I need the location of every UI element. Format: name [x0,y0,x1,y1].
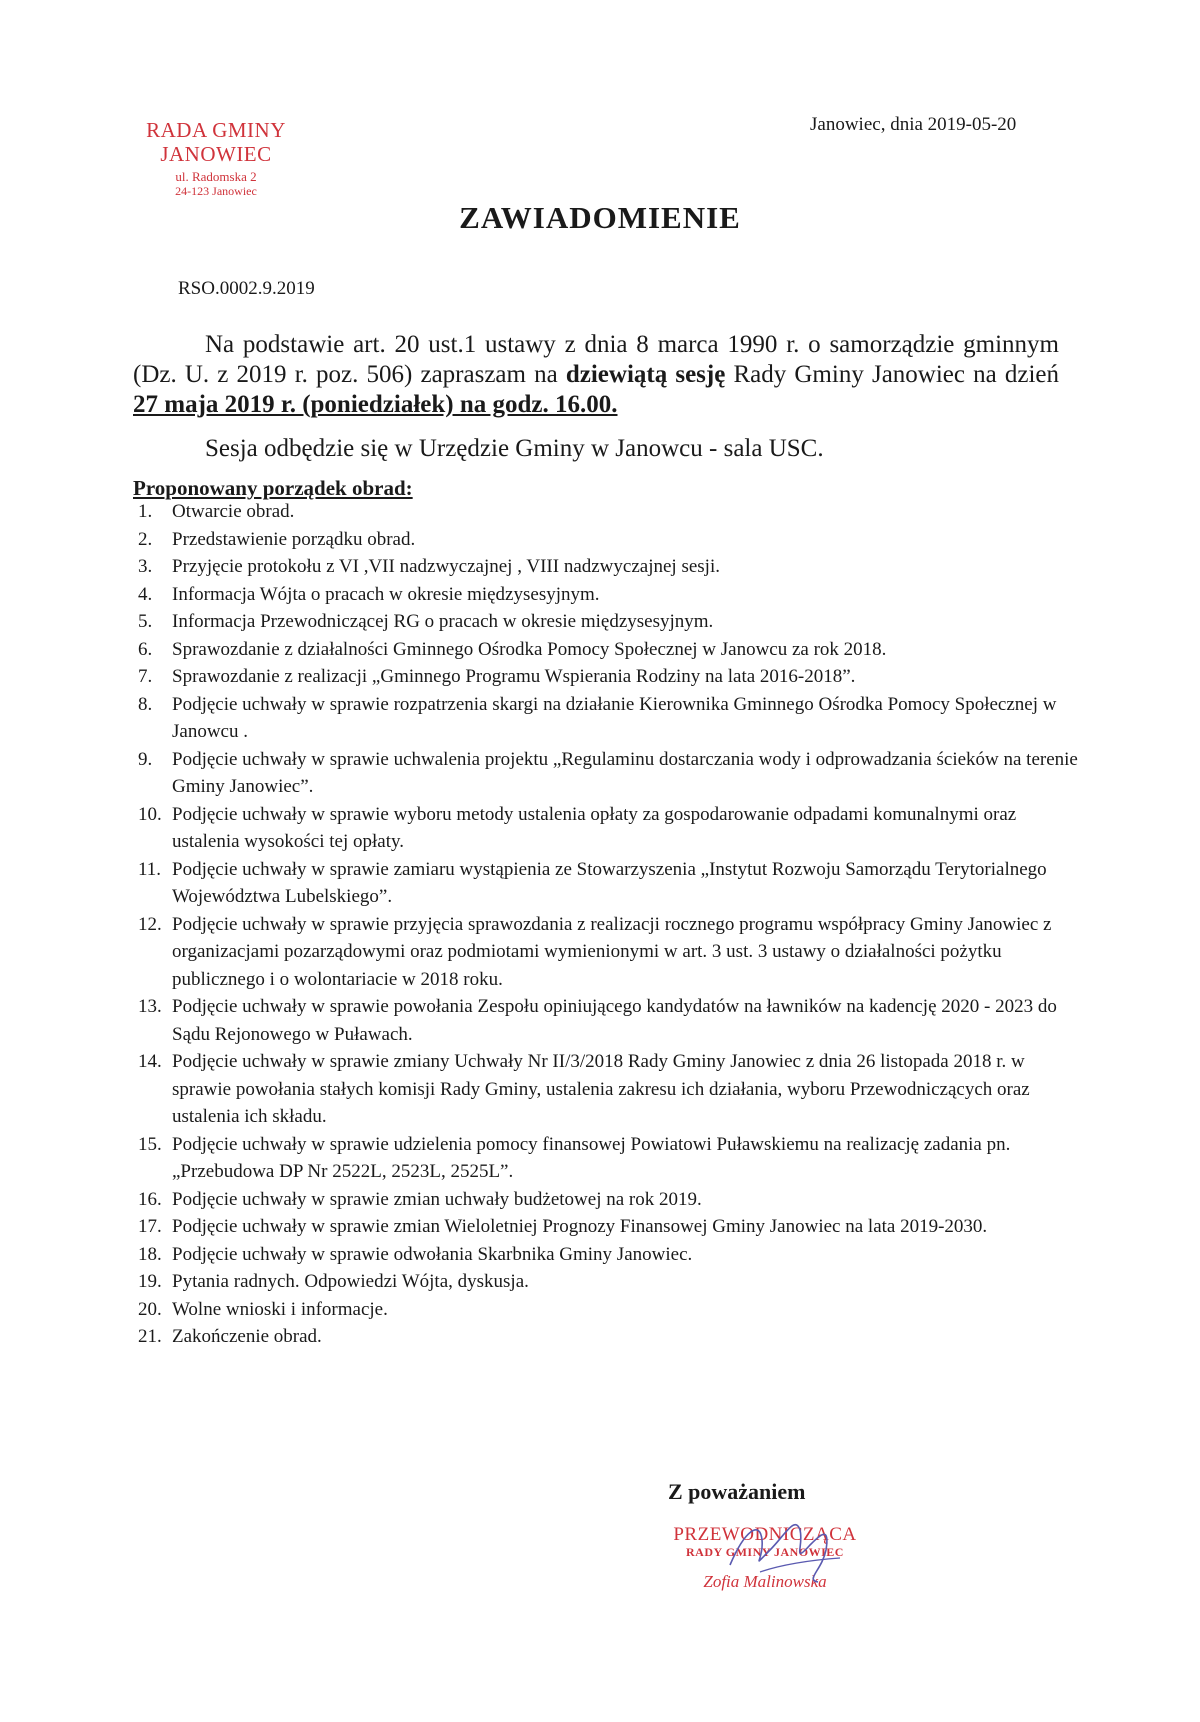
agenda-item-text: Podjęcie uchwały w sprawie rozpatrzenia skargi na działanie Kierownika Gminnego Ośrodka Pomocy Społecznej w Janowcu . [172,693,1057,742]
stamp-line-4: 24-123 Janowiec [175,184,257,199]
stamp-line-3: ul. Radomska 2 [175,169,257,185]
agenda-item [138,553,1078,581]
agenda-item-number: 10. [138,803,162,825]
agenda-item-text: Przedstawienie porządku obrad. [172,528,416,550]
agenda-item [138,1268,1078,1296]
agenda-item-text: Informacja Wójta o pracach w okresie międzysesyjnym. [172,583,600,605]
agenda-item-text: Zakończenie obrad. [172,1326,322,1347]
agenda-item-number: 5. [138,611,153,632]
agenda-item-text: Podjęcie uchwały w sprawie udzielenia pomocy finansowej Powiatowi Puławskiemu na realizację zadania pn. „Przebudowa DP Nr 2522L, 2523L, 2525L”. [172,1133,1011,1182]
agenda-item [138,1048,1078,1131]
agenda-item [138,526,1078,554]
agenda-item-number: 17. [138,1216,162,1237]
agenda-item-text: Sprawozdanie z działalności Gminnego Ośrodka Pomocy Społecznej w Janowcu za rok 2018. [172,638,887,660]
agenda-item-text: Wolne wnioski i informacje. [172,1298,388,1320]
agenda-item [138,1241,1078,1269]
agenda-item [138,1296,1078,1324]
agenda-heading: Proponowany porządek obrad: [133,476,413,500]
intro-text-1: Na podstawie art. 20 ust.1 ustawy z dnia 8 marca 1990 r. o samorządzie gminnym (Dz. U. z 2019 r. poz. 506) zapraszam na [133,331,1059,388]
agenda-item [138,1131,1078,1186]
agenda-item-text: Podjęcie uchwały w sprawie zmian Wieloletniej Prognozy Finansowej Gminy Janowiec na lata 2019-2030. [172,1216,988,1237]
council-stamp [126,118,306,199]
closing-greeting: Z poważaniem [668,1479,806,1504]
agenda-item [138,581,1078,609]
agenda-item-text: Podjęcie uchwały w sprawie powołania Zespołu opiniującego kandydatów na ławników na kadencję 2020 - 2023 do Sądu Rejonowego w Puławach. [172,996,1057,1045]
agenda-item [138,1186,1078,1214]
agenda-item-text: Podjęcie uchwały w sprawie zmian uchwały budżetowej na rok 2019. [172,1188,702,1210]
agenda-item-number: 20. [138,1298,162,1320]
agenda-item [138,498,1078,526]
agenda-item-text: Podjęcie uchwały w sprawie uchwalenia projektu „Regulaminu dostarczania wody i odprowadzania ścieków na terenie Gminy Janowiec”. [172,748,1078,797]
intro-paragraph [133,330,1059,420]
document-title: ZAWIADOMIENIE [459,200,741,235]
agenda-item-number: 3. [138,556,153,577]
agenda-item-number: 12. [138,913,162,935]
agenda-item-number: 21. [138,1326,162,1347]
agenda-item-text: Informacja Przewodniczącej RG o pracach w okresie międzysesyjnym. [172,611,714,632]
session-date: 27 maja 2019 r. (poniedziałek) na godz. 16.00. [133,391,618,418]
agenda-item-number: 9. [138,748,153,770]
agenda-item-number: 7. [138,666,153,687]
chair-stamp-line-1: PRZEWODNICZĄCA [673,1524,857,1545]
agenda-item-number: 13. [138,996,162,1017]
agenda-item-number: 18. [138,1243,162,1265]
session-place: Sesja odbędzie się w Urzędzie Gminy w Janowcu - sala USC. [205,435,824,462]
agenda-item-number: 1. [138,501,153,522]
document-date: Janowiec, dnia 2019-05-20 [810,114,1017,135]
intro-text-2: Rady Gminy Janowiec na dzień [725,361,1059,388]
agenda-item-text: Podjęcie uchwały w sprawie zamiaru wystąpienia ze Stowarzyszenia „Instytut Rozwoju Samorządu Terytorialnego Województwa Lubelskiego”. [172,858,1047,907]
session-ordinal: dziewiątą sesję [565,361,726,388]
agenda-item [138,856,1078,911]
agenda-item-text: Przyjęcie protokołu z VI ,VII nadzwyczajnej , VIII nadzwyczajnej sesji. [172,556,720,577]
agenda-item-text: Podjęcie uchwały w sprawie zmiany Uchwały Nr II/3/2018 Rady Gminy Janowiec z dnia 26 listopada 2018 r. w sprawie powołania stałych komisji Rady Gminy, ustalenia zakresu ich działania, wyboru Przewodniczących oraz ustalenia ich składu. [172,1051,1030,1127]
chair-name: Zofia Malinowska [703,1572,827,1592]
stamp-line-2: JANOWIEC [160,142,272,167]
agenda-item [138,691,1078,746]
agenda-item-number: 14. [138,1051,162,1072]
agenda-item [138,636,1078,664]
agenda-item-text: Podjęcie uchwały w sprawie wyboru metody ustalenia opłaty za gospodarowanie odpadami komunalnymi oraz ustalenia wysokości tej opłaty. [172,803,1017,852]
agenda-item [138,746,1078,801]
agenda-item-number: 16. [138,1188,162,1210]
agenda-item-number: 2. [138,528,153,550]
agenda-item [138,911,1078,994]
agenda-item-text: Otwarcie obrad. [172,501,295,522]
agenda-item-text: Podjęcie uchwały w sprawie przyjęcia sprawozdania z realizacji rocznego programu współpracy Gminy Janowiec z organizacjami pozarządowymi oraz podmiotami wymienionymi w art. 3 ust. 3 ustawy o działalności pożytku publicznego i o wolontariacie w 2018 roku. [172,913,1052,990]
agenda-item-number: 15. [138,1133,162,1155]
agenda-list [138,498,1078,1351]
agenda-item [138,801,1078,856]
agenda-item-number: 6. [138,638,153,660]
agenda-item-text: Sprawozdanie z realizacji „Gminnego Programu Wspierania Rodziny na lata 2016-2018”. [172,666,856,687]
agenda-item-number: 19. [138,1271,162,1292]
agenda-item [138,993,1078,1048]
chair-stamp-line-2: RADY GMINY JANOWIEC [686,1544,844,1559]
agenda-item-number: 8. [138,693,153,715]
stamp-line-1: RADA GMINY [146,118,286,142]
agenda-item [138,1323,1078,1351]
reference-number: RSO.0002.9.2019 [178,278,315,299]
agenda-item [138,663,1078,691]
agenda-item-text: Pytania radnych. Odpowiedzi Wójta, dyskusja. [172,1271,529,1292]
agenda-item-number: 4. [138,583,153,605]
agenda-item [138,608,1078,636]
agenda-item-text: Podjęcie uchwały w sprawie odwołania Skarbnika Gminy Janowiec. [172,1243,693,1265]
agenda-item [138,1213,1078,1241]
signature-icon [700,1510,870,1590]
agenda-item-number: 11. [138,858,162,880]
